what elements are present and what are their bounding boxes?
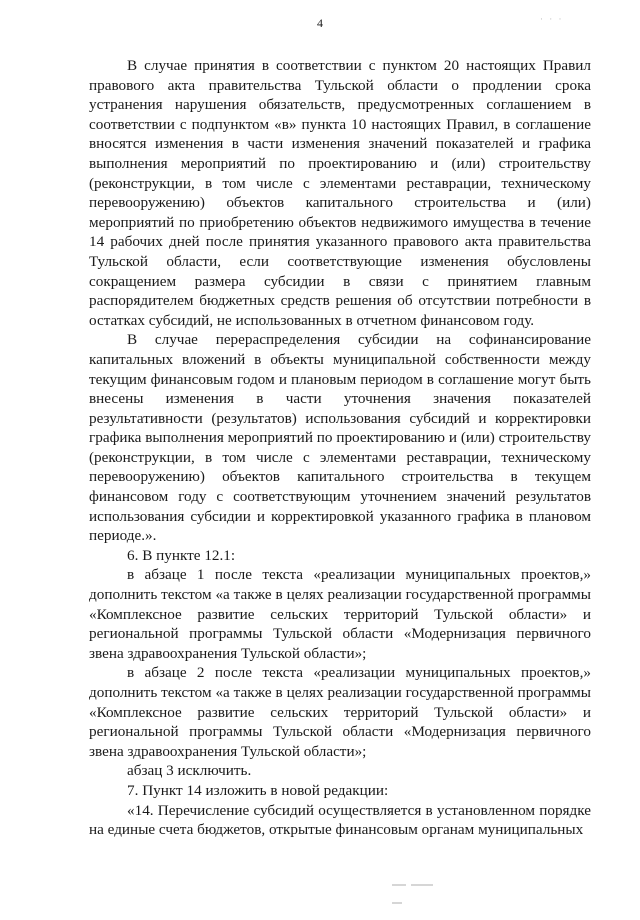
page-number: 4 [317, 16, 323, 30]
scan-mark: · · · [540, 14, 564, 24]
paragraph-abzac-2: в абзаце 2 после текста «реализации муниципальных проектов,» дополнить текстом «а также в целях реализации государственной программы «Комплексное развитие сельских территорий Тульской области» и региональной программы Тульской области «Модернизация первичного звена здравоохранения Тульской области»; [89, 664, 591, 760]
paragraph-abzac-1: в абзаце 1 после текста «реализации муниципальных проектов,» дополнить текстом «а также в целях реализации государственной программы «Комплексное развитие сельских территорий Тульской области» и региональной программы Тульской области «Модернизация первичного звена здравоохранения Тульской области»; [89, 566, 591, 662]
paragraph-subsidy-extension: В случае принятия в соответствии с пунктом 20 настоящих Правил правового акта правительства Тульской области о продлении срока устранения нарушения обязательств, предусмотренных соглашением в соответствии с подпунктом «в» пункта 10 настоящих Правил, в соглашение вносятся изменения в части изменения значений показателей и графика выполнения мероприятий по проектированию и (или) строительству (реконструкции, в том числе с элементами реставрации, техническому перевооружению) объектов капитального строительства и (или) мероприятий по приобретению объектов недвижимого имущества в течение 14 рабочих дней после принятия указанного правового акта правительства Тульской области, если соответствующие изменения обусловлены сокращением размера субсидии в связи с принятием главным распорядителем бюджетных средств решения об отсутствии потребности в остатках субсидий, не использованных в отчетном финансовом году. [89, 57, 591, 329]
paragraph-item-14-text: «14. Перечисление субсидий осуществляется в установленном порядке на единые счета бюджетов, открытые финансовым органам муниципальных [89, 801, 591, 839]
paragraph-abzac-3: абзац 3 исключить. [127, 762, 252, 780]
paragraph-item-6-heading: 6. В пункте 12.1: [127, 546, 236, 564]
paragraph-item-7-heading: 7. Пункт 14 изложить в новой редакции: [127, 781, 389, 799]
scan-artifact [392, 884, 452, 886]
document-body [89, 56, 591, 840]
paragraph-subsidy-redistribution: В случае перераспределения субсидии на софинансирование капитальных вложений в объекты муниципальной собственности между текущим финансовым годом и плановым периодом в соглашение могут быть внесены изменения в части уточнения значения показателей результативности (результатов) использования субсидий и корректировки графика выполнения мероприятий по проектированию и (или) строительству (реконструкции, в том числе с элементами реставрации, техническому перевооружению) объектов капитального строительства в текущем финансовом году с соответствующим уточнением значений результатов использования субсидии и корректировкой указанного графика в плановом периоде.». [89, 331, 591, 545]
